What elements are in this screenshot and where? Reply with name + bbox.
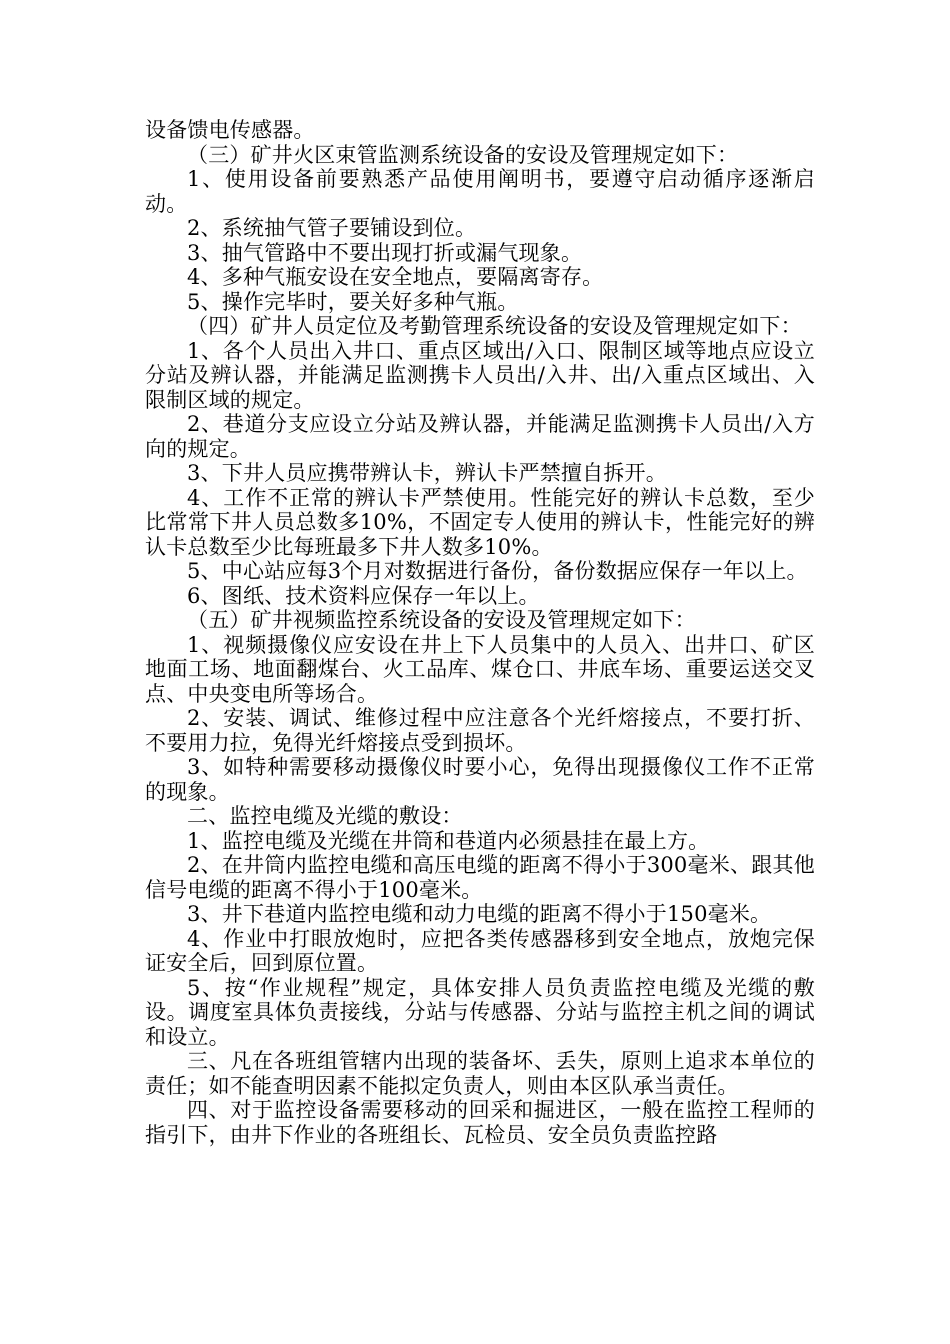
list-item: 2、巷道分支应设立分站及辨认器，并能满足监测携卡人员出/入方向的规定。 — [145, 412, 815, 461]
list-item: 4、作业中打眼放炮时，应把各类传感器移到安全地点，放炮完保证安全后，回到原位置。 — [145, 926, 815, 975]
section-heading: （三）矿井火区束管监测系统设备的安设及管理规定如下： — [187, 142, 739, 167]
list-item: 1、各个人员出入井口、重点区域出/入口、限制区域等地点应设立分站及辨认器，并能满足监测携卡人员出/入井、出/入重点区域出、入限制区域的规定。 — [145, 338, 815, 412]
list-item: 5、中心站应每3个月对数据进行备份，备份数据应保存一年以上。 — [187, 559, 808, 583]
list-item: 3、下井人员应携带辨认卡，辨认卡严禁擅自拆开。 — [187, 461, 667, 485]
section-paragraph: 三、凡在各班组管辖内出现的装备坏、丢失，原则上追求本单位的责任；如不能查明因素不能拟定负责人，则由本区队承当责任。 — [145, 1049, 815, 1098]
list-item: 2、安装、调试、维修过程中应注意各个光纤熔接点，不要打折、不要用力拉，免得光纤熔接点受到损坏。 — [145, 706, 815, 755]
section-heading: （四）矿井人员定位及考勤管理系统设备的安设及管理规定如下： — [187, 314, 802, 338]
list-item: 2、系统抽气管子要铺设到位。 — [187, 216, 477, 240]
list-item: 4、工作不正常的辨认卡严禁使用。性能完好的辨认卡总数，至少比常常下井人员总数多10%，不固定专人使用的辨认卡，性能完好的辨认卡总数至少比每班最多下井人数多10%。 — [145, 485, 815, 559]
list-item: 6、图纸、技术资料应保存一年以上。 — [187, 583, 540, 608]
list-item: 1、使用设备前要熟悉产品使用阐明书，要遵守启动循序逐渐启动。 — [145, 167, 815, 216]
list-item: 2、在井筒内监控电缆和高压电缆的距离不得小于300毫米、跟其他信号电缆的距离不得小于100毫米。 — [145, 853, 815, 902]
list-item: 1、视频摄像仪应安设在井上下人员集中的人员入、出井口、矿区地面工场、地面翻煤台、火工品库、煤仓口、井底车场、重要运送交叉点、中央变电所等场合。 — [145, 632, 815, 706]
list-item: 5、按“作业规程”规定，具体安排人员负责监控电缆及光缆的敷设。调度室具体负责接线，分站与传感器、分站与监控主机之间的调试和设立。 — [145, 975, 815, 1049]
section-paragraph: 四、对于监控设备需要移动的回采和掘进区，一般在监控工程师的指引下，由井下作业的各班组长、瓦检员、安全员负责监控路 — [145, 1098, 815, 1147]
list-item: 3、抽气管路中不要出现打折或漏气现象。 — [187, 240, 583, 265]
document-body — [145, 118, 815, 1147]
list-item: 4、多种气瓶安设在安全地点，要隔离寄存。 — [187, 265, 604, 289]
list-item: 3、如特种需要移动摄像仪时要小心，免得出现摄像仪工作不正常的现象。 — [145, 755, 815, 804]
section-heading: （五）矿井视频监控系统设备的安设及管理规定如下： — [187, 608, 696, 632]
list-item: 3、井下巷道内监控电缆和动力电缆的距离不得小于150毫米。 — [187, 902, 772, 926]
section-heading: 二、监控电缆及光缆的敷设： — [187, 804, 463, 828]
paragraph: 设备馈电传感器。 — [145, 118, 315, 142]
list-item: 5、操作完毕时，要关好多种气瓶。 — [187, 289, 519, 314]
list-item: 1、监控电缆及光缆在井筒和巷道内必须悬挂在最上方。 — [187, 828, 710, 853]
